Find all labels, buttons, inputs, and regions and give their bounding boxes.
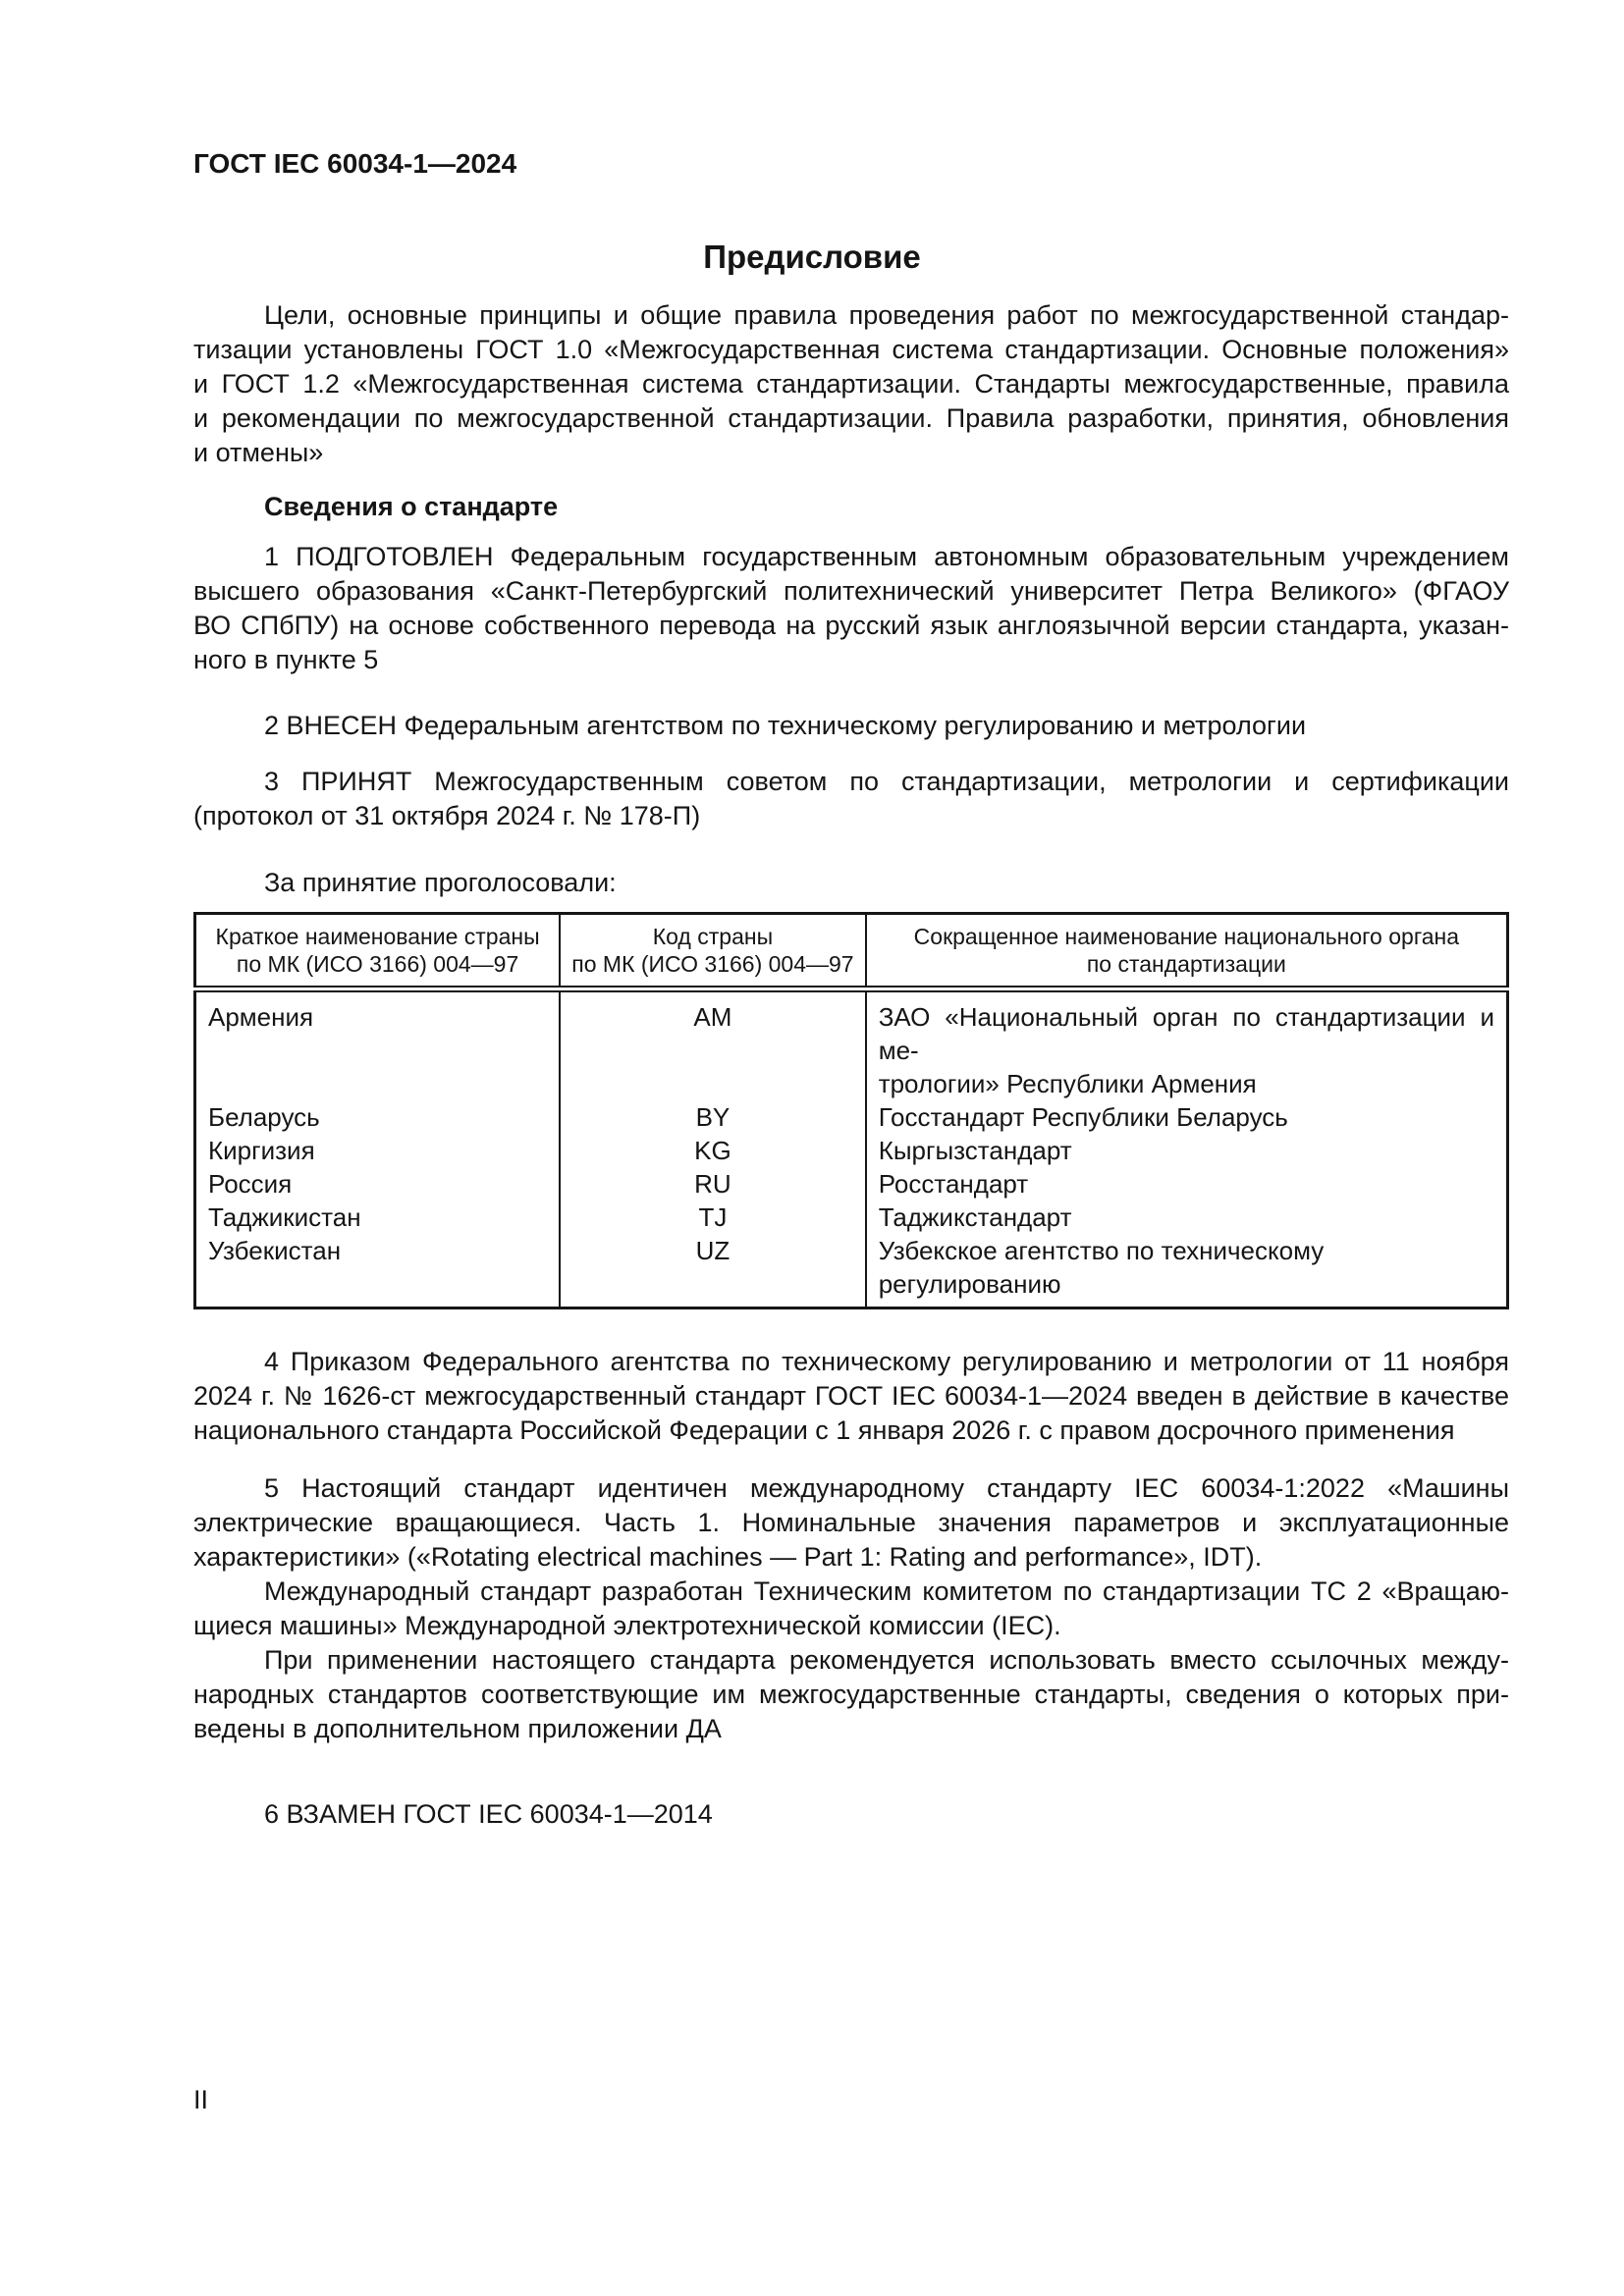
intro-paragraph: Цели, основные принципы и общие правила проведения работ по межгосударственной стандар- тизации установлены ГОСТ 1.0 «Межгосударственная система стандартизации. Основные положения» и ГОСТ 1.2 «Межгосударственная система стандартизации. Стандарты межгосударственные, правила и рекомендации по межгосударственной стандартизации. Правила разработки, принятия, обновления и отмены» <box>193 300 1509 467</box>
country-cell: Россия <box>195 1167 561 1201</box>
col-header-country: Краткое наименование страны по МК (ИСО 3166) 004—97 <box>195 914 561 989</box>
table-row <box>195 1134 1508 1167</box>
table-row <box>195 1100 1508 1134</box>
country-cell: Таджикистан <box>195 1201 561 1234</box>
item-2-submitted: 2 ВНЕСЕН Федеральным агентством по техническому регулированию и метрологии <box>264 711 1307 740</box>
org-cell: Кыргызстандарт <box>866 1134 1508 1167</box>
item-5-application-note: При применении настоящего стандарта рекомендуется использовать вместо ссылочных между- народных стандартов соответствующие им межгосударственные стандарты, сведения о которых при- ведены в дополнительном приложении ДА <box>193 1645 1509 1743</box>
item-5-developer: Международный стандарт разработан Техническим комитетом по стандартизации ТС 2 «Вращаю- щиеся машины» Международной электротехнической комиссии (IEC). <box>193 1576 1509 1640</box>
table-row <box>195 1167 1508 1201</box>
page-number: II <box>193 2085 209 2114</box>
col-header-code: Код страны по МК (ИСО 3166) 004—97 <box>560 914 866 989</box>
org-cell: Госстандарт Республики Беларусь <box>866 1100 1508 1134</box>
item-5-identity: 5 Настоящий стандарт идентичен международному стандарту IEC 60034-1:2022 «Машины электрические вращающиеся. Часть 1. Номинальные значения параметров и эксплуатационные характеристики» («Rotating electrical machines — Part 1: Rating and performance», IDT). <box>193 1473 1509 1572</box>
code-cell: TJ <box>560 1201 866 1234</box>
country-cell: Беларусь <box>195 1100 561 1134</box>
table-row <box>195 1234 1508 1308</box>
org-cell: Росстандарт <box>866 1167 1508 1201</box>
vote-table-header-row <box>195 914 1508 989</box>
country-cell: Армения <box>195 989 561 1101</box>
org-cell: Таджикстандарт <box>866 1201 1508 1234</box>
page-title: Предисловие <box>703 239 921 275</box>
item-1-prepared: 1 ПОДГОТОВЛЕН Федеральным государственным автономным образовательным учреждением высшего образования «Санкт-Петербургский политехнический университет Петра Великого» (ФГАОУ ВО СПбПУ) на основе собственного перевода на русский язык англоязычной версии стандарта, указан- ного в пункте 5 <box>193 542 1509 674</box>
col-header-org: Сокращенное наименование национального органа по стандартизации <box>866 914 1508 989</box>
org-cell: ЗАО «Национальный орган по стандартизации и ме- трологии» Республики Армения <box>866 989 1508 1101</box>
item-3-adopted: 3 ПРИНЯТ Межгосударственным советом по стандартизации, метрологии и сертификации (протокол от 31 октября 2024 г. № 178-П) <box>193 767 1509 830</box>
code-cell: AM <box>560 989 866 1101</box>
vote-table <box>193 912 1509 1309</box>
org-cell: Узбекское агентство по техническому регулированию <box>866 1234 1508 1308</box>
item-4-enactment: 4 Приказом Федерального агентства по техническому регулированию и метрологии от 11 ноября 2024 г. № 1626-ст межгосударственный стандарт ГОСТ IEC 60034-1—2024 введен в действие в качестве национального стандарта Российской Федерации с 1 января 2026 г. с правом досрочного применения <box>193 1347 1509 1445</box>
doc-header: ГОСТ IEC 60034-1—2024 <box>193 148 517 179</box>
code-cell: KG <box>560 1134 866 1167</box>
table-row <box>195 1201 1508 1234</box>
table-row <box>195 989 1508 1101</box>
code-cell: BY <box>560 1100 866 1134</box>
vote-intro: За принятие проголосовали: <box>264 868 617 897</box>
code-cell: RU <box>560 1167 866 1201</box>
standard-info-heading: Сведения о стандарте <box>264 492 559 521</box>
code-cell: UZ <box>560 1234 866 1308</box>
item-6-replaces: 6 ВЗАМЕН ГОСТ IEC 60034-1—2014 <box>264 1799 713 1829</box>
country-cell: Узбекистан <box>195 1234 561 1308</box>
country-cell: Киргизия <box>195 1134 561 1167</box>
